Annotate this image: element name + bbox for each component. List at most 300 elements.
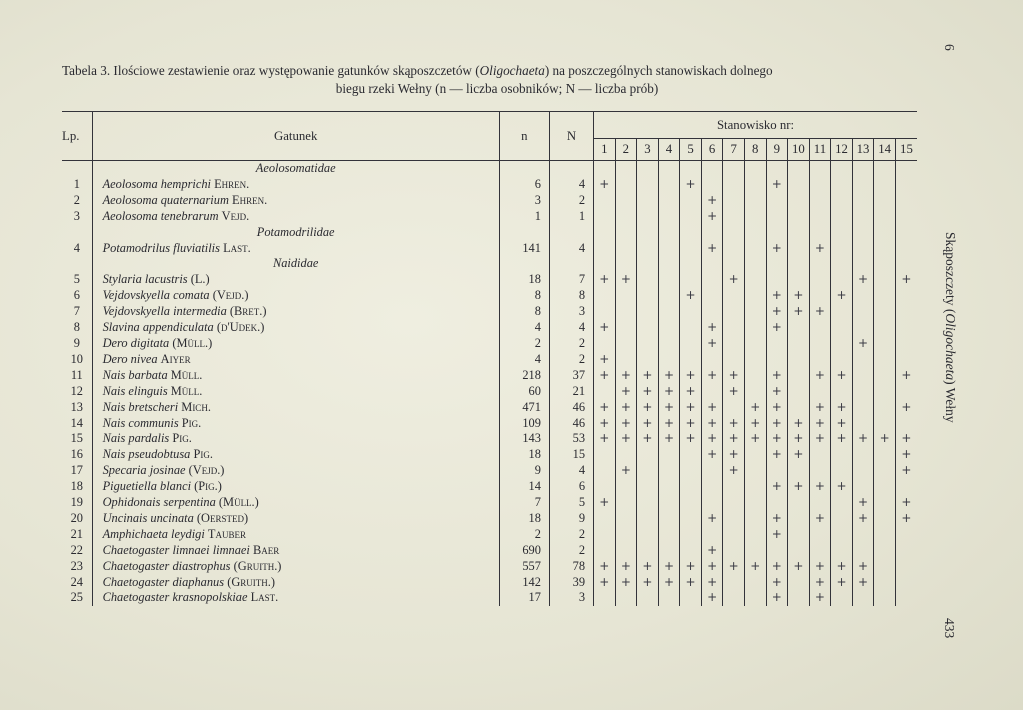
station-cell: + bbox=[723, 463, 745, 479]
station-cell bbox=[723, 161, 745, 177]
table-row bbox=[62, 272, 917, 288]
station-cell: + bbox=[680, 559, 702, 575]
table-row bbox=[62, 288, 917, 304]
station-cell bbox=[637, 225, 659, 241]
station-cell: + bbox=[701, 209, 723, 225]
station-cell bbox=[831, 543, 853, 559]
station-cell bbox=[615, 288, 637, 304]
row-n: 471 bbox=[499, 400, 549, 416]
station-cell bbox=[723, 320, 745, 336]
species-name: Specaria josinae bbox=[102, 463, 186, 478]
station-header: 2 bbox=[615, 139, 637, 161]
station-cell: + bbox=[788, 416, 810, 432]
station-cell: + bbox=[594, 431, 616, 447]
station-cell: + bbox=[701, 416, 723, 432]
station-cell bbox=[680, 209, 702, 225]
station-cell bbox=[831, 511, 853, 527]
station-cell bbox=[895, 241, 917, 257]
caption-line-2: biegu rzeki Wełny (n — liczba osobników; N — liczba prób) bbox=[335, 81, 659, 96]
page-number-bottom: 433 bbox=[942, 618, 957, 639]
station-cell: + bbox=[658, 384, 680, 400]
row-N: 7 bbox=[549, 272, 593, 288]
station-cell bbox=[723, 177, 745, 193]
station-cell: + bbox=[766, 241, 788, 257]
station-cell bbox=[594, 511, 616, 527]
row-N: 4 bbox=[549, 320, 593, 336]
station-cell: + bbox=[766, 177, 788, 193]
station-cell: + bbox=[701, 590, 723, 606]
station-cell: + bbox=[701, 320, 723, 336]
station-cell: + bbox=[637, 559, 659, 575]
table-row bbox=[62, 416, 917, 432]
species-cell bbox=[92, 384, 499, 400]
station-cell bbox=[701, 463, 723, 479]
species-name: Uncinais uncinata bbox=[102, 510, 194, 525]
station-cell bbox=[723, 241, 745, 257]
table-header bbox=[62, 112, 917, 161]
species-name: Vejdovskyella comata bbox=[102, 288, 210, 303]
station-cell: + bbox=[895, 495, 917, 511]
station-cell bbox=[680, 511, 702, 527]
station-cell: + bbox=[680, 431, 702, 447]
station-cell bbox=[658, 177, 680, 193]
station-cell bbox=[680, 304, 702, 320]
station-cell bbox=[615, 479, 637, 495]
station-cell: + bbox=[809, 511, 831, 527]
species-author: Tauber bbox=[207, 526, 246, 541]
station-cell: + bbox=[615, 384, 637, 400]
species-author: Last. bbox=[223, 240, 251, 255]
station-cell bbox=[637, 511, 659, 527]
row-lp: 6 bbox=[73, 288, 80, 303]
station-cell bbox=[852, 177, 874, 193]
station-header: 3 bbox=[637, 139, 659, 161]
species-author: Ehren. bbox=[232, 192, 268, 207]
station-cell: + bbox=[766, 447, 788, 463]
species-cell bbox=[92, 193, 499, 209]
row-n: 4 bbox=[499, 352, 549, 368]
row-N: 1 bbox=[549, 209, 593, 225]
station-cell bbox=[895, 527, 917, 543]
row-n: 690 bbox=[499, 543, 549, 559]
station-cell bbox=[701, 495, 723, 511]
station-cell bbox=[766, 463, 788, 479]
station-cell bbox=[744, 336, 766, 352]
station-cell bbox=[788, 177, 810, 193]
station-cell: + bbox=[701, 511, 723, 527]
station-cell bbox=[615, 511, 637, 527]
species-name: Dero digitata bbox=[102, 335, 170, 350]
species-name: Nais barbata bbox=[102, 367, 168, 382]
station-cell bbox=[744, 575, 766, 591]
row-N: 8 bbox=[549, 288, 593, 304]
station-cell bbox=[744, 384, 766, 400]
row-lp: 1 bbox=[73, 176, 80, 191]
station-cell: + bbox=[852, 511, 874, 527]
station-cell bbox=[831, 336, 853, 352]
species-name: Potamodrilus fluviatilis bbox=[102, 240, 220, 255]
station-cell bbox=[809, 543, 831, 559]
row-n: 141 bbox=[499, 241, 549, 257]
station-cell bbox=[744, 320, 766, 336]
row-lp: 13 bbox=[70, 399, 83, 414]
station-cell bbox=[852, 479, 874, 495]
row-n: 6 bbox=[499, 177, 549, 193]
station-cell bbox=[788, 590, 810, 606]
species-table bbox=[62, 111, 917, 606]
station-cell bbox=[788, 575, 810, 591]
table-row bbox=[62, 559, 917, 575]
station-cell: + bbox=[680, 177, 702, 193]
species-author: (Oersted) bbox=[196, 510, 249, 525]
station-cell bbox=[788, 320, 810, 336]
species-name: Slavina appendiculata bbox=[102, 320, 214, 335]
station-cell bbox=[637, 463, 659, 479]
station-cell bbox=[744, 225, 766, 241]
station-cell bbox=[809, 336, 831, 352]
species-cell bbox=[92, 177, 499, 193]
station-cell bbox=[680, 241, 702, 257]
station-cell: + bbox=[594, 416, 616, 432]
species-author: Pig. bbox=[181, 415, 202, 430]
station-cell: + bbox=[831, 575, 853, 591]
station-cell bbox=[874, 225, 896, 241]
station-cell bbox=[658, 225, 680, 241]
family-N bbox=[549, 256, 593, 272]
station-cell bbox=[874, 161, 896, 177]
caption-text-a: Tabela 3. Ilościowe zestawienie oraz występowanie gatunków skąposzczetów ( bbox=[62, 63, 480, 78]
station-cell: + bbox=[766, 400, 788, 416]
station-cell: + bbox=[658, 431, 680, 447]
species-author: Mich. bbox=[181, 399, 211, 414]
family-lp bbox=[62, 161, 92, 177]
species-author: (Pig.) bbox=[194, 479, 222, 494]
station-cell bbox=[744, 368, 766, 384]
station-cell bbox=[874, 416, 896, 432]
row-N: 3 bbox=[549, 304, 593, 320]
row-n: 4 bbox=[499, 320, 549, 336]
station-header: 13 bbox=[852, 139, 874, 161]
table-body bbox=[62, 161, 917, 607]
station-cell: + bbox=[701, 543, 723, 559]
station-cell bbox=[637, 352, 659, 368]
table-row bbox=[62, 431, 917, 447]
row-lp: 7 bbox=[73, 304, 80, 319]
station-cell bbox=[637, 193, 659, 209]
station-cell bbox=[874, 511, 896, 527]
station-cell: + bbox=[809, 590, 831, 606]
station-cell bbox=[874, 590, 896, 606]
station-cell: + bbox=[852, 495, 874, 511]
row-N: 9 bbox=[549, 511, 593, 527]
header-n: n bbox=[499, 112, 549, 161]
station-cell bbox=[895, 543, 917, 559]
species-author: Pig. bbox=[193, 447, 213, 462]
station-cell bbox=[788, 193, 810, 209]
family-name: Potamodrilidae bbox=[92, 225, 499, 241]
row-N: 4 bbox=[549, 177, 593, 193]
station-cell bbox=[701, 527, 723, 543]
row-lp: 11 bbox=[70, 367, 83, 382]
station-cell bbox=[831, 225, 853, 241]
station-cell bbox=[852, 400, 874, 416]
station-cell bbox=[874, 384, 896, 400]
station-cell bbox=[658, 241, 680, 257]
station-cell bbox=[658, 495, 680, 511]
row-lp: 23 bbox=[70, 558, 83, 573]
station-cell bbox=[701, 177, 723, 193]
species-name: Aeolosoma quaternarium bbox=[102, 192, 229, 207]
species-author: (d'Udek.) bbox=[216, 320, 265, 335]
station-cell bbox=[680, 495, 702, 511]
row-n: 14 bbox=[499, 479, 549, 495]
species-author: (Gruith.) bbox=[233, 558, 282, 573]
station-cell bbox=[788, 225, 810, 241]
species-author: (L.) bbox=[190, 272, 210, 287]
station-cell bbox=[744, 256, 766, 272]
station-cell bbox=[852, 368, 874, 384]
station-cell bbox=[895, 177, 917, 193]
station-cell bbox=[831, 527, 853, 543]
station-cell bbox=[809, 463, 831, 479]
station-cell: + bbox=[701, 400, 723, 416]
station-cell bbox=[852, 447, 874, 463]
station-header: 10 bbox=[788, 139, 810, 161]
species-name: Chaetogaster krasnopolskiae bbox=[102, 590, 248, 605]
station-cell bbox=[701, 304, 723, 320]
row-lp: 15 bbox=[70, 431, 83, 446]
station-cell bbox=[744, 304, 766, 320]
row-n: 18 bbox=[499, 447, 549, 463]
species-cell bbox=[92, 304, 499, 320]
row-lp: 2 bbox=[73, 192, 80, 207]
station-cell: + bbox=[852, 575, 874, 591]
station-cell bbox=[744, 161, 766, 177]
station-cell bbox=[874, 336, 896, 352]
running-header-b: ) Wełny bbox=[943, 380, 958, 423]
station-cell: + bbox=[809, 304, 831, 320]
station-cell bbox=[809, 193, 831, 209]
station-cell bbox=[637, 272, 659, 288]
species-author: Aiyer bbox=[160, 351, 191, 366]
row-n: 3 bbox=[499, 193, 549, 209]
row-lp: 20 bbox=[70, 510, 83, 525]
caption-line-1 bbox=[62, 62, 932, 80]
station-cell bbox=[744, 543, 766, 559]
station-cell bbox=[895, 209, 917, 225]
station-header: 7 bbox=[723, 139, 745, 161]
station-cell bbox=[809, 495, 831, 511]
station-cell: + bbox=[723, 272, 745, 288]
station-cell bbox=[594, 193, 616, 209]
station-cell: + bbox=[594, 575, 616, 591]
station-cell bbox=[658, 256, 680, 272]
station-header: 6 bbox=[701, 139, 723, 161]
station-cell: + bbox=[658, 400, 680, 416]
row-N: 3 bbox=[549, 590, 593, 606]
station-cell: + bbox=[809, 368, 831, 384]
species-cell bbox=[92, 463, 499, 479]
station-cell bbox=[637, 161, 659, 177]
family-row bbox=[62, 225, 917, 241]
station-cell bbox=[895, 304, 917, 320]
row-N: 4 bbox=[549, 241, 593, 257]
station-cell: + bbox=[895, 511, 917, 527]
species-cell bbox=[92, 543, 499, 559]
station-cell: + bbox=[852, 336, 874, 352]
station-cell bbox=[723, 193, 745, 209]
station-cell bbox=[744, 495, 766, 511]
row-n: 18 bbox=[499, 511, 549, 527]
station-header: 4 bbox=[658, 139, 680, 161]
station-cell bbox=[766, 161, 788, 177]
station-cell bbox=[766, 225, 788, 241]
species-name: Piguetiella blanci bbox=[102, 479, 192, 494]
station-cell: + bbox=[594, 352, 616, 368]
station-cell bbox=[766, 495, 788, 511]
station-cell: + bbox=[895, 368, 917, 384]
station-cell bbox=[809, 272, 831, 288]
station-cell bbox=[680, 272, 702, 288]
species-cell bbox=[92, 447, 499, 463]
station-cell bbox=[874, 527, 896, 543]
row-lp: 14 bbox=[70, 415, 83, 430]
species-author: (Müll.) bbox=[172, 335, 213, 350]
species-name: Chaetogaster limnaei limnaei bbox=[102, 542, 250, 557]
station-cell bbox=[895, 352, 917, 368]
station-cell bbox=[615, 447, 637, 463]
station-cell bbox=[852, 209, 874, 225]
station-cell bbox=[831, 272, 853, 288]
station-cell: + bbox=[594, 272, 616, 288]
station-cell bbox=[680, 590, 702, 606]
station-cell: + bbox=[766, 288, 788, 304]
station-cell: + bbox=[680, 368, 702, 384]
station-cell bbox=[874, 288, 896, 304]
row-lp: 22 bbox=[70, 542, 83, 557]
station-cell bbox=[615, 225, 637, 241]
station-cell bbox=[744, 527, 766, 543]
station-cell bbox=[809, 527, 831, 543]
family-row bbox=[62, 256, 917, 272]
station-cell bbox=[809, 256, 831, 272]
species-cell bbox=[92, 527, 499, 543]
station-cell: + bbox=[680, 416, 702, 432]
station-cell bbox=[788, 209, 810, 225]
row-N: 2 bbox=[549, 336, 593, 352]
station-cell: + bbox=[766, 559, 788, 575]
station-cell bbox=[766, 193, 788, 209]
station-cell bbox=[594, 590, 616, 606]
row-lp: 9 bbox=[73, 335, 80, 350]
station-cell: + bbox=[831, 400, 853, 416]
station-cell: + bbox=[766, 368, 788, 384]
station-cell bbox=[723, 479, 745, 495]
row-lp: 18 bbox=[70, 479, 83, 494]
species-name: Stylaria lacustris bbox=[102, 272, 188, 287]
station-cell bbox=[701, 161, 723, 177]
station-cell bbox=[615, 336, 637, 352]
station-cell bbox=[658, 463, 680, 479]
station-cell bbox=[831, 384, 853, 400]
family-name: Aeolosomatidae bbox=[92, 161, 499, 177]
station-cell bbox=[701, 272, 723, 288]
station-cell bbox=[852, 543, 874, 559]
station-cell bbox=[788, 241, 810, 257]
station-cell bbox=[831, 304, 853, 320]
station-cell bbox=[744, 352, 766, 368]
station-cell: + bbox=[766, 416, 788, 432]
family-N bbox=[549, 225, 593, 241]
station-cell bbox=[788, 527, 810, 543]
station-cell bbox=[637, 447, 659, 463]
station-cell bbox=[766, 336, 788, 352]
row-N: 46 bbox=[549, 400, 593, 416]
table-row bbox=[62, 193, 917, 209]
station-cell bbox=[637, 256, 659, 272]
species-cell bbox=[92, 336, 499, 352]
row-lp: 12 bbox=[70, 383, 83, 398]
station-cell bbox=[852, 463, 874, 479]
station-cell bbox=[723, 495, 745, 511]
station-cell bbox=[831, 209, 853, 225]
station-cell: + bbox=[723, 447, 745, 463]
station-cell bbox=[874, 400, 896, 416]
station-header: 5 bbox=[680, 139, 702, 161]
station-cell bbox=[895, 479, 917, 495]
station-cell: + bbox=[701, 336, 723, 352]
station-cell bbox=[895, 384, 917, 400]
species-author: (Vejd.) bbox=[188, 463, 225, 478]
station-header: 15 bbox=[895, 139, 917, 161]
station-cell bbox=[766, 543, 788, 559]
station-cell bbox=[723, 527, 745, 543]
station-cell bbox=[658, 320, 680, 336]
station-cell: + bbox=[594, 400, 616, 416]
station-cell bbox=[615, 161, 637, 177]
species-name: Dero nivea bbox=[102, 351, 158, 366]
station-cell bbox=[658, 352, 680, 368]
station-cell: + bbox=[658, 416, 680, 432]
station-cell bbox=[594, 447, 616, 463]
station-cell bbox=[874, 559, 896, 575]
row-lp: 8 bbox=[73, 320, 80, 335]
station-cell bbox=[788, 384, 810, 400]
species-cell bbox=[92, 416, 499, 432]
row-lp: 24 bbox=[70, 574, 83, 589]
station-cell: + bbox=[680, 288, 702, 304]
station-cell: + bbox=[831, 288, 853, 304]
station-cell: + bbox=[788, 431, 810, 447]
station-cell bbox=[874, 272, 896, 288]
station-cell bbox=[680, 527, 702, 543]
table-row bbox=[62, 209, 917, 225]
station-cell: + bbox=[637, 431, 659, 447]
station-cell bbox=[680, 479, 702, 495]
row-N: 2 bbox=[549, 543, 593, 559]
station-header: 11 bbox=[809, 139, 831, 161]
station-cell bbox=[701, 225, 723, 241]
row-n: 7 bbox=[499, 495, 549, 511]
station-cell bbox=[788, 256, 810, 272]
table-row bbox=[62, 575, 917, 591]
species-name: Nais pardalis bbox=[102, 431, 170, 446]
station-cell bbox=[615, 543, 637, 559]
station-cell: + bbox=[701, 559, 723, 575]
station-cell bbox=[637, 527, 659, 543]
station-cell: + bbox=[766, 431, 788, 447]
header-gatunek: Gatunek bbox=[92, 112, 499, 161]
